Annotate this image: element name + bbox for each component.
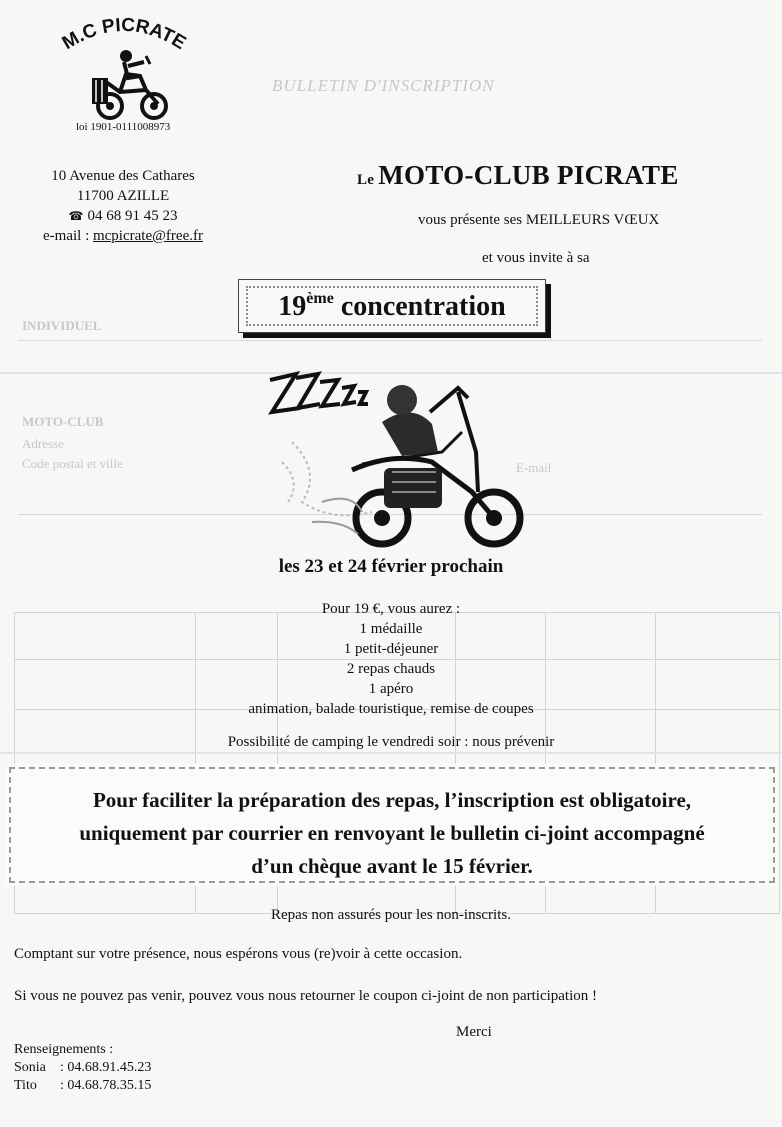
offer-item: animation, balade touristique, remise de coupes <box>248 701 534 717</box>
telephone-icon: ☎ <box>68 209 84 223</box>
sleeping-biker-illustration <box>262 352 528 552</box>
offer-item: 1 médaille <box>359 621 423 637</box>
bleed-through-adresse: Adresse <box>22 436 64 451</box>
offer-block <box>0 599 782 719</box>
offer-item: 1 petit-déjeuner <box>343 641 439 657</box>
bleed-through-moto-club: MOTO-CLUB <box>22 414 104 429</box>
contact-name: Tito <box>14 1078 37 1093</box>
logo-text: M.C PICRATE <box>58 16 190 55</box>
bleed-through-rule <box>18 340 762 341</box>
event-banner <box>238 279 546 333</box>
event-name: concentration <box>340 290 506 322</box>
contact-row <box>14 1059 151 1077</box>
contact-row <box>14 1077 151 1095</box>
paper-fold <box>0 752 782 754</box>
street-address: 10 Avenue des Cathares <box>51 168 195 184</box>
event-number: 19 <box>278 290 307 322</box>
invite-line: et vous invite à sa <box>482 250 590 266</box>
bleed-through-email: E-mail <box>516 460 552 475</box>
meals-warning: Repas non assurés pour les non-inscrits. <box>271 907 511 923</box>
offer-item: 2 repas chauds <box>346 661 436 677</box>
address-block <box>38 166 208 246</box>
contact-label: Renseignements : <box>14 1042 114 1057</box>
phone-number: 04 68 91 45 23 <box>87 208 178 224</box>
association-registration: loi 1901-0111008973 <box>76 121 171 133</box>
greetings-line: vous présente ses MEILLEURS VŒUX <box>418 212 660 228</box>
email-line <box>38 226 208 246</box>
event-dates: les 23 et 24 février prochain <box>278 556 504 577</box>
event-number-suffix: ème <box>306 289 334 307</box>
contact-block <box>14 1041 151 1095</box>
thanks: Merci <box>456 1024 492 1040</box>
bleed-through-code-postal: Code postal et ville <box>22 456 123 471</box>
notice-line: Pour faciliter la préparation des repas, l’inscription est obligatoire, <box>92 788 692 812</box>
bleed-through-title: BULLETIN D'INSCRIPTION <box>272 76 495 95</box>
notice-line: d’un chèque avant le 15 février. <box>251 854 533 878</box>
contact-phone: : 04.68.91.45.23 <box>60 1060 152 1075</box>
offer-item: 1 apéro <box>368 681 414 697</box>
city: 11700 AZILLE <box>76 188 170 204</box>
camping-note: Possibilité de camping le vendredi soir : nous prévenir <box>227 734 555 750</box>
email-link[interactable]: mcpicrate@free.fr <box>92 228 203 244</box>
phone-line <box>38 206 208 226</box>
registration-notice <box>6 764 778 886</box>
club-logo <box>54 16 194 120</box>
notice-line: uniquement par courrier en renvoyant le bulletin ci-joint accompagné <box>79 821 705 845</box>
non-participation-note: Si vous ne pouvez pas venir, pouvez vous nous retourner le coupon ci-joint de non participation ! <box>14 988 598 1004</box>
contact-phone: : 04.68.78.35.15 <box>60 1078 152 1093</box>
contact-name: Sonia <box>14 1060 46 1075</box>
closing-paragraph: Comptant sur votre présence, nous espérons vous (re)voir à cette occasion. <box>14 946 463 962</box>
club-name: MOTO-CLUB PICRATE <box>378 160 679 190</box>
email-label: e-mail : <box>43 228 90 244</box>
offer-intro: Pour 19 €, vous aurez : <box>321 601 461 617</box>
event-title <box>278 290 505 323</box>
heading-prefix: Le <box>357 172 375 188</box>
club-heading <box>357 160 679 191</box>
bleed-through-individuel: INDIVIDUEL <box>22 318 102 333</box>
